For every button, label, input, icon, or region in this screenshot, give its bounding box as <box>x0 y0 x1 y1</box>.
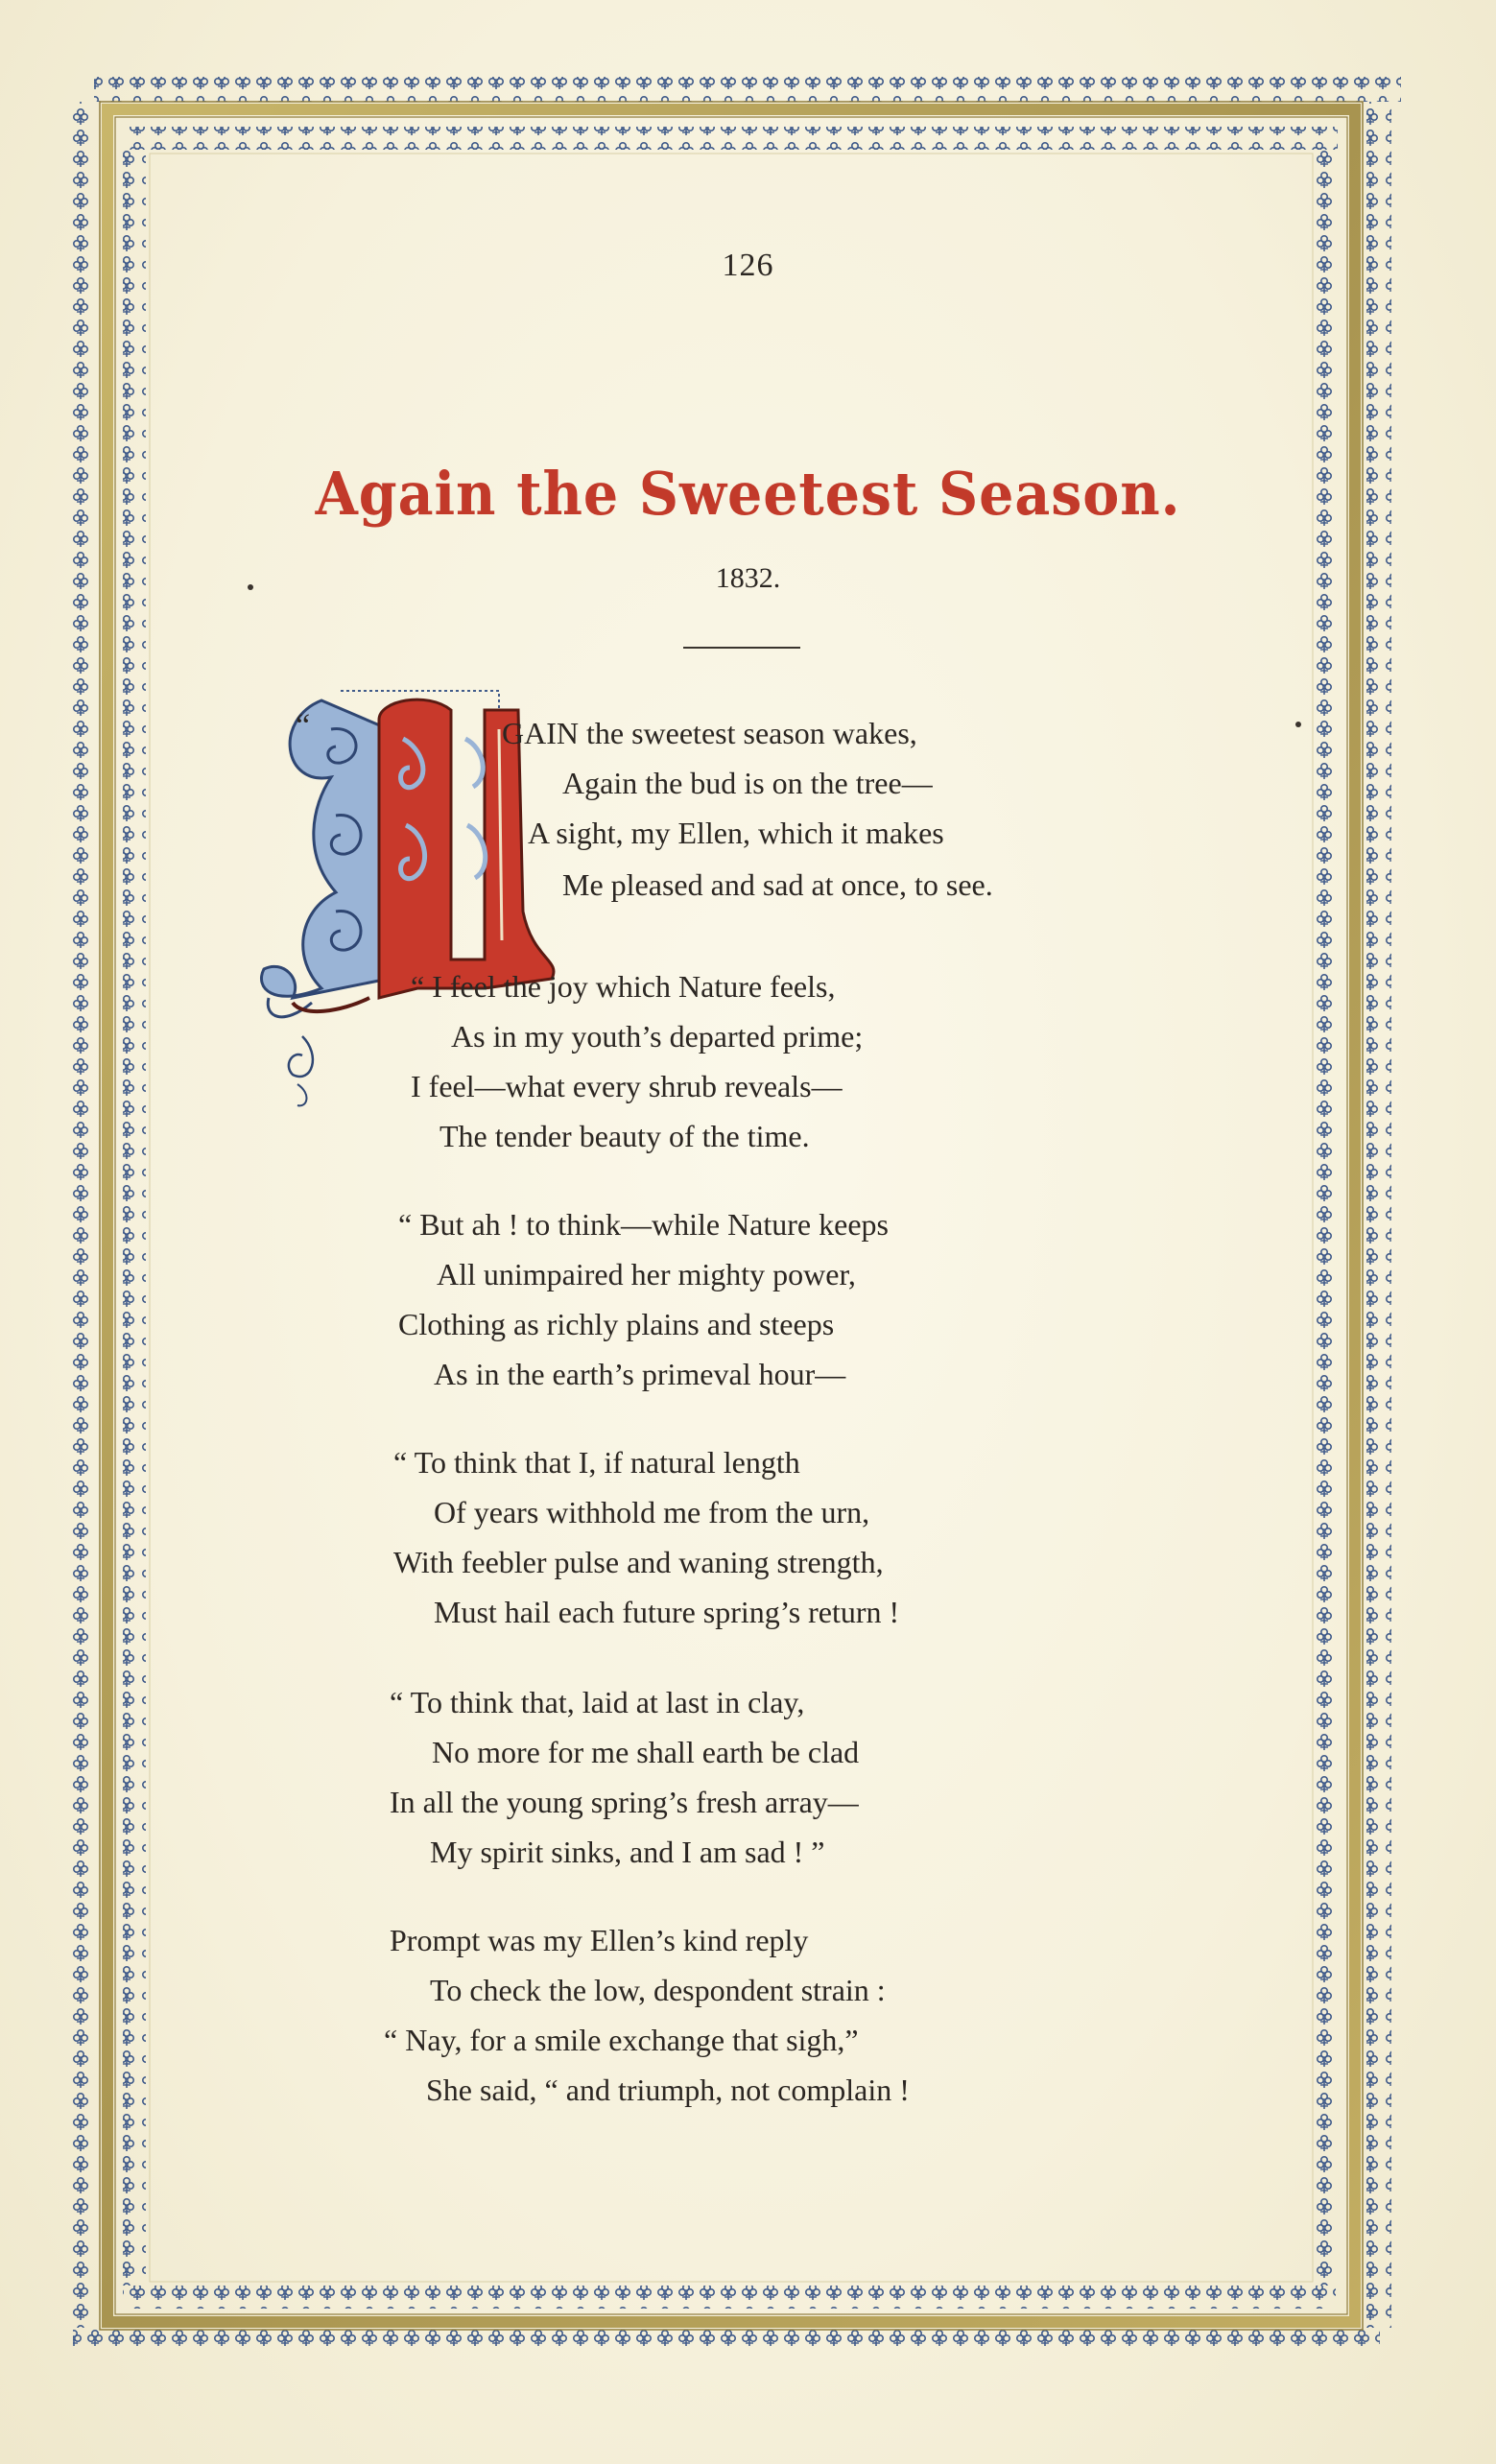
stanza-3-line-1: “ But ah ! to think—while Nature keeps <box>398 1207 889 1242</box>
stanza-2-line-1: “ I feel the joy which Nature feels, <box>411 969 836 1004</box>
stanza-2-line-4: The tender beauty of the time. <box>439 1119 810 1153</box>
stanza-5-line-4: My spirit sinks, and I am sad ! ” <box>430 1835 825 1869</box>
stanza-5-line-3: In all the young spring’s fresh array— <box>390 1785 859 1819</box>
stanza-6-line-1: Prompt was my Ellen’s kind reply <box>390 1923 809 1957</box>
stanza-2-line-3: I feel—what every shrub reveals— <box>411 1069 843 1103</box>
stanza-5-line-1: “ To think that, laid at last in clay, <box>390 1685 805 1719</box>
page-number: 126 <box>722 248 774 283</box>
ink-speck <box>248 584 253 590</box>
stanza-1-line-3: A sight, my Ellen, which it makes <box>528 816 944 850</box>
title-divider <box>683 647 800 649</box>
stanza-2-line-2: As in my youth’s departed prime; <box>451 1019 864 1054</box>
stanza-1-line-2: Again the bud is on the tree— <box>562 766 933 800</box>
stanza-3-line-3: Clothing as richly plains and steeps <box>398 1307 835 1341</box>
stanza-4-line-3: With feebler pulse and waning strength, <box>393 1545 884 1579</box>
opening-quote-mark: “ <box>296 708 311 744</box>
poem-year: 1832. <box>715 562 781 594</box>
stanza-6-line-4: She said, “ and triumph, not complain ! <box>426 2073 910 2107</box>
stanza-1-line-4: Me pleased and sad at once, to see. <box>562 867 993 902</box>
stanza-5-line-2: No more for me shall earth be clad <box>432 1735 860 1769</box>
stanza-6-line-3: “ Nay, for a smile exchange that sigh,” <box>384 2023 859 2057</box>
stanza-6-line-2: To check the low, despondent strain : <box>430 1973 886 2007</box>
stanza-4-line-2: Of years withhold me from the urn, <box>434 1495 870 1529</box>
stanza-1-line-1: GAIN the sweetest season wakes, <box>502 716 917 750</box>
stanza-4-line-1: “ To think that I, if natural length <box>393 1445 800 1480</box>
stanza-4-line-4: Must hail each future spring’s return ! <box>434 1595 900 1629</box>
stanza-3-line-4: As in the earth’s primeval hour— <box>434 1357 846 1391</box>
stanza-3-line-2: All unimpaired her mighty power, <box>437 1257 856 1291</box>
ink-speck <box>1295 722 1301 727</box>
poem-title: Again the Sweetest Season. <box>315 459 1181 529</box>
